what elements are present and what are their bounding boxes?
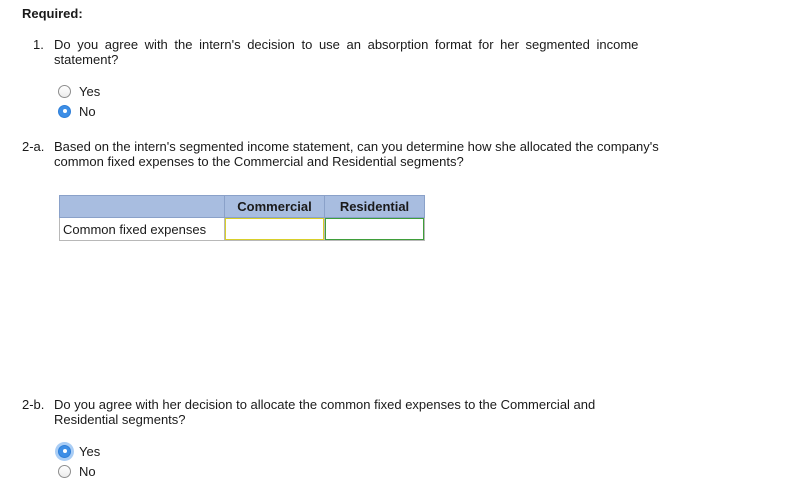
q1-yes-radio[interactable] [58,85,71,98]
question-2a-number: 2-a. [22,139,45,154]
q1-no-radio[interactable] [58,105,71,118]
question-1 [22,37,662,67]
q2b-no-label[interactable]: No [79,463,96,479]
residential-input[interactable] [325,218,424,240]
commercial-input[interactable] [225,218,324,240]
allocation-table [59,195,425,241]
table-row [60,218,425,241]
table-header-row [60,196,425,218]
row-label-common-fixed-expenses: Common fixed expenses [60,218,225,241]
q2b-yes-label[interactable]: Yes [79,443,101,459]
question-2b [22,397,662,427]
q1-option-yes[interactable] [58,82,100,100]
residential-cell [325,218,425,241]
question-1-text: Do you agree with the intern's decision to use an absorption format for her segmented income statement? [54,37,639,67]
question-2a-text: Based on the intern's segmented income statement, can you determine how she allocated the company's common fixed expenses to the Commercial and Residential segments? [54,139,659,169]
q2b-option-yes[interactable] [58,442,100,460]
q2b-no-radio[interactable] [58,465,71,478]
question-1-number: 1. [33,37,44,52]
question-2b-text: Do you agree with her decision to allocate the common fixed expenses to the Commercial and Residential segments? [54,397,596,427]
q1-yes-label[interactable]: Yes [79,83,101,99]
q2b-yes-radio[interactable] [58,445,71,458]
question-2a [22,139,662,169]
table-header-blank [60,196,225,218]
table-header-residential: Residential [325,196,425,218]
table-header-commercial: Commercial [225,196,325,218]
required-heading: Required: [22,6,83,21]
q1-no-label[interactable]: No [79,103,96,119]
question-2b-number: 2-b. [22,397,45,412]
q2b-option-no[interactable] [58,462,96,480]
commercial-cell [225,218,325,241]
q1-option-no[interactable] [58,102,96,120]
